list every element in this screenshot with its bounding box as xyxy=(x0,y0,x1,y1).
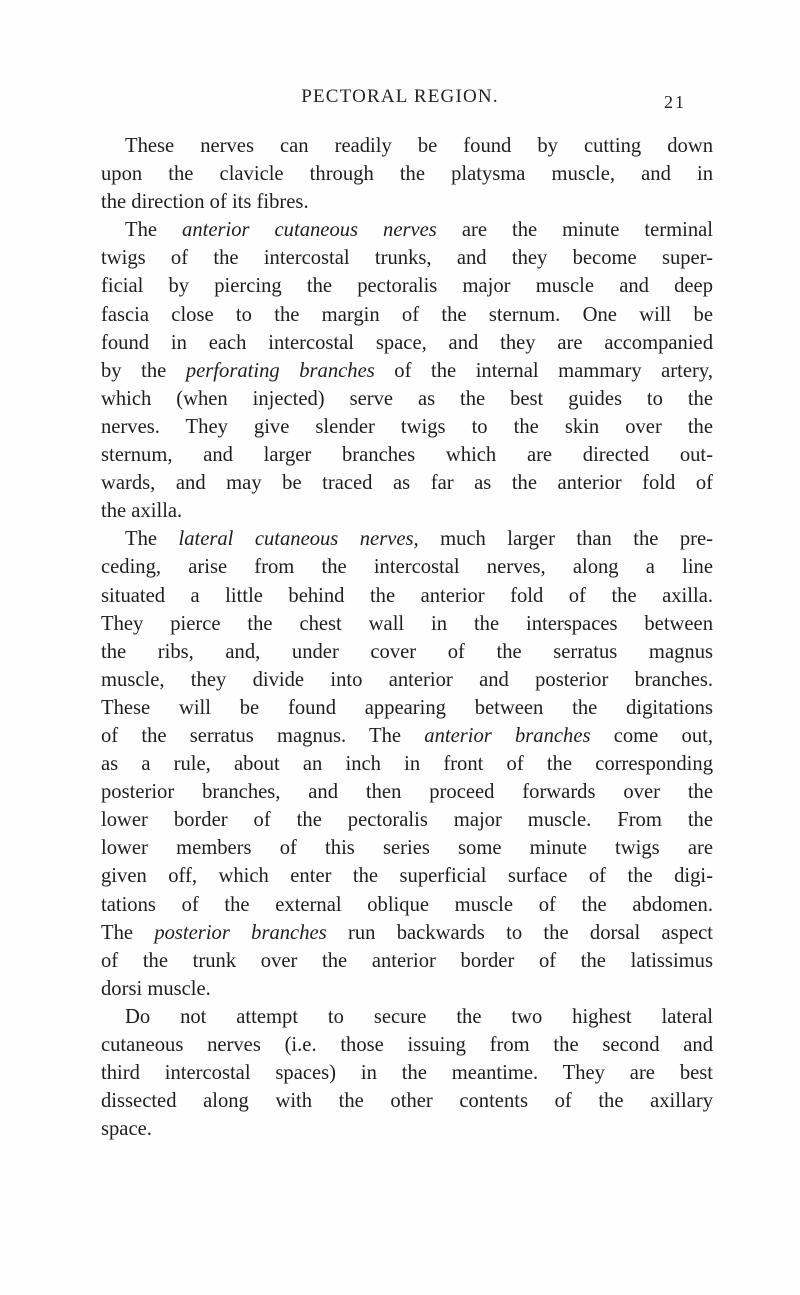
text-line xyxy=(101,216,713,244)
italic-term: lateral cutaneous nerves, xyxy=(178,528,419,551)
text-line: as a rule, about an inch in front of the corresponding xyxy=(101,753,713,776)
text-line: cutaneous nerves (i.e. those issuing from the second and xyxy=(101,1034,713,1056)
italic-term: anterior cutaneous nerves xyxy=(182,219,437,242)
text-line: posterior branches, and then proceed forwards over the xyxy=(101,781,713,804)
text-line: of the trunk over the anterior border of the latissimus xyxy=(101,949,713,972)
paragraph xyxy=(101,216,713,525)
text-run: of the internal mammary artery, xyxy=(374,359,713,382)
text-line: muscle, they divide into anterior and posterior branches. xyxy=(101,668,713,691)
running-head: PECTORAL REGION. xyxy=(301,86,499,107)
page-header xyxy=(0,86,800,116)
text-run: The xyxy=(125,219,183,242)
text-line: wards, and may be traced as far as the anterior fold of xyxy=(101,472,713,495)
text-line: found in each intercostal space, and they are accompanied xyxy=(101,331,713,354)
text-line: ficial by piercing the pectoralis major muscle and deep xyxy=(101,275,713,298)
text-line: given off, which enter the superficial surface of the digi- xyxy=(101,865,713,888)
text-line: space. xyxy=(101,1118,152,1141)
text-line: tations of the external oblique muscle of the abdomen. xyxy=(101,893,713,916)
text-line xyxy=(101,357,713,385)
text-line: lower border of the pectoralis major muscle. From the xyxy=(101,809,713,832)
text-run: by the xyxy=(101,359,186,382)
text-run: come out, xyxy=(590,724,713,747)
page-number: 21 xyxy=(664,92,686,112)
text-run: The xyxy=(125,528,179,551)
text-line: fascia close to the margin of the sternum. One will be xyxy=(101,303,713,326)
text-line: ceding, arise from the intercostal nerves, along a line xyxy=(101,556,713,579)
paragraph xyxy=(101,132,713,216)
paragraph xyxy=(101,1003,713,1143)
body-text xyxy=(101,132,713,1143)
text-line: dissected along with the other contents of the axillary xyxy=(101,1090,713,1113)
text-run: much larger than the pre- xyxy=(418,528,714,551)
text-line: the axilla. xyxy=(101,500,183,523)
italic-term: anterior branches xyxy=(424,724,591,747)
text-line: which (when injected) serve as the best guides to the xyxy=(101,387,713,410)
text-line: nerves. They give slender twigs to the skin over the xyxy=(101,415,713,438)
text-line: lower members of this series some minute twigs are xyxy=(101,837,713,860)
text-line xyxy=(101,722,713,750)
text-run: of the serratus magnus. The xyxy=(101,724,425,747)
text-run: The xyxy=(101,921,155,944)
paragraph xyxy=(101,525,713,1003)
text-line: upon the clavicle through the platysma muscle, and in xyxy=(101,163,713,186)
text-line: Do not attempt to secure the two highest lateral xyxy=(125,1005,713,1028)
text-line: They pierce the chest wall in the interspaces between xyxy=(101,612,713,635)
italic-term: posterior branches xyxy=(154,921,327,944)
text-line xyxy=(101,919,713,947)
text-line: twigs of the intercostal trunks, and they become super- xyxy=(101,247,713,270)
text-line: dorsi muscle. xyxy=(101,977,211,1000)
text-line: situated a little behind the anterior fold of the axilla. xyxy=(101,584,713,607)
text-run: are the minute terminal xyxy=(436,219,713,242)
text-line: the direction of its fibres. xyxy=(101,191,309,214)
text-run: run backwards to the dorsal aspect xyxy=(326,921,713,944)
text-line: the ribs, and, under cover of the serratus magnus xyxy=(101,640,713,663)
text-line: These will be found appearing between the digitations xyxy=(101,696,713,719)
text-line: third intercostal spaces) in the meantime. They are best xyxy=(101,1062,713,1085)
text-line: These nerves can readily be found by cutting down xyxy=(125,135,713,157)
text-line: sternum, and larger branches which are directed out- xyxy=(101,444,713,467)
text-line xyxy=(101,525,713,553)
italic-term: perforating branches xyxy=(185,359,375,382)
